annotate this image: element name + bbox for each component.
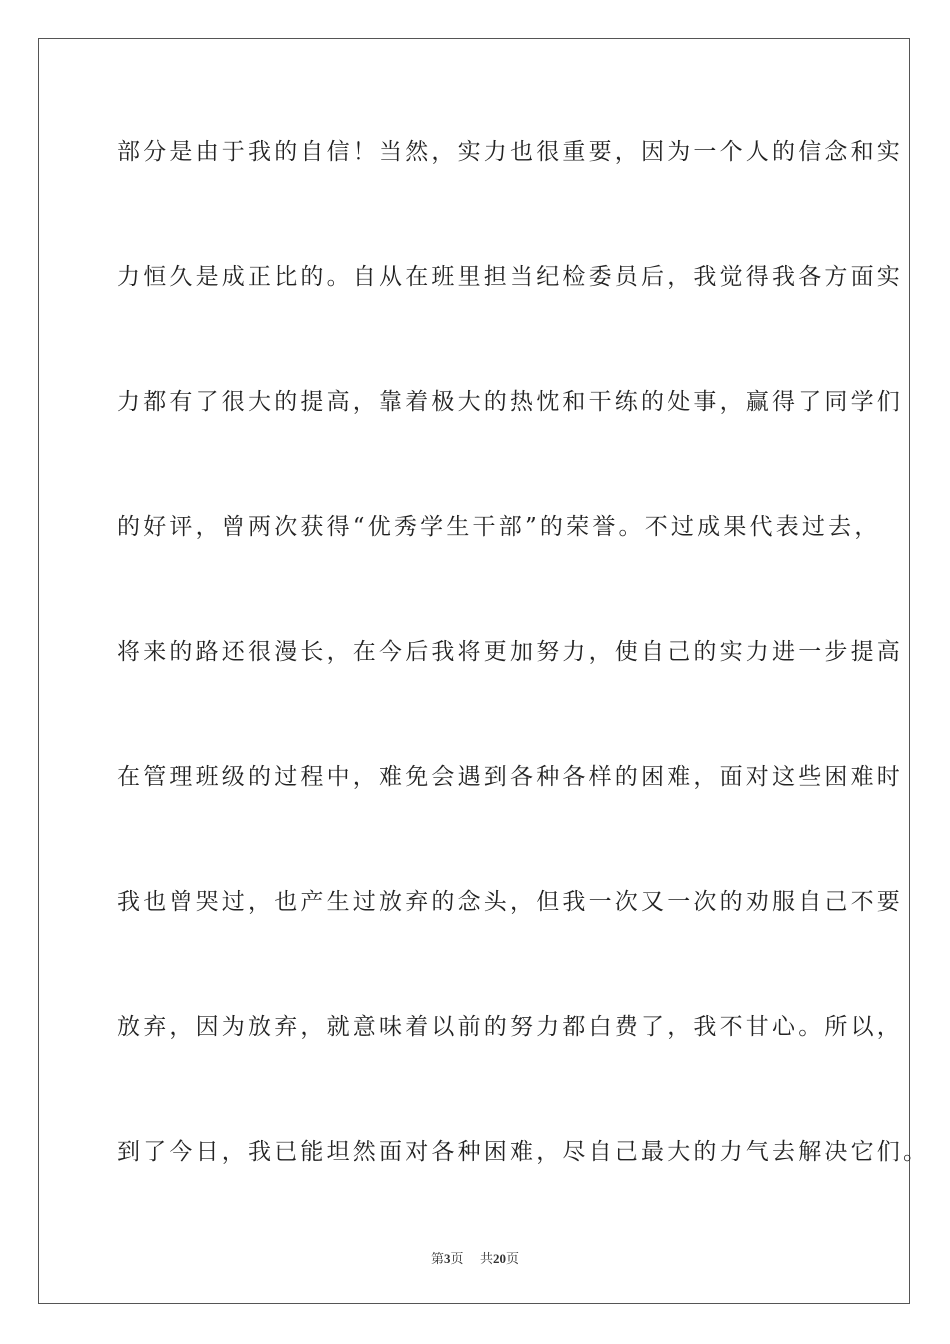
page-footer — [0, 1248, 950, 1267]
page-suffix: 页 — [450, 1252, 464, 1267]
text-line-4: 的好评，曾两次获得“优秀学生干部”的荣誉。不过成果代表过去， — [117, 514, 881, 540]
text-line-9: 到了今日，我已能坦然面对各种困难，尽自己最大的力气去解决它们。 — [117, 1139, 930, 1165]
text-line-7: 我也曾哭过，也产生过放弃的念头，但我一次又一次的劝服自己不要 — [117, 889, 903, 915]
total-suffix: 页 — [506, 1252, 520, 1267]
total-prefix: 共 — [480, 1252, 494, 1267]
text-line-3: 力都有了很大的提高，靠着极大的热忱和干练的处事，赢得了同学们 — [117, 389, 903, 415]
document-body — [117, 127, 930, 1252]
total-pages: 20 — [493, 1251, 507, 1266]
text-line-8: 放弃，因为放弃，就意味着以前的努力都白费了，我不甘心。所以， — [117, 1014, 903, 1040]
page-prefix: 第 — [430, 1252, 444, 1267]
text-line-6: 在管理班级的过程中，难免会遇到各种各样的困难，面对这些困难时 — [117, 764, 903, 790]
text-line-1: 部分是由于我的自信！当然，实力也很重要，因为一个人的信念和实 — [117, 139, 903, 165]
text-line-5: 将来的路还很漫长，在今后我将更加努力，使自己的实力进一步提高 — [117, 639, 903, 665]
page-number: 3 — [443, 1251, 451, 1266]
text-line-2: 力恒久是成正比的。自从在班里担当纪检委员后，我觉得我各方面实 — [117, 264, 903, 290]
